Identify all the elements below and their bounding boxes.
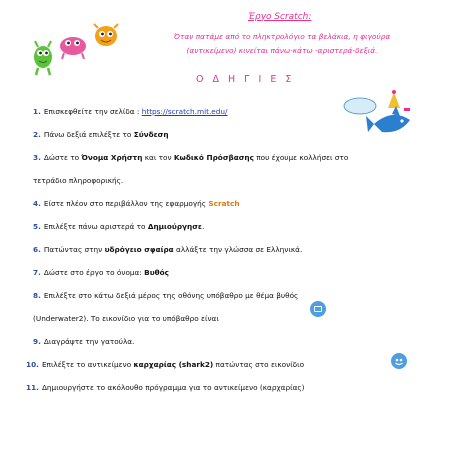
step-text: πατώντας στο εικονίδιο [213,360,305,369]
step-text: Πατώντας στην [43,245,105,254]
step-text: Δημιουργήστε το ακόλουθο πρόγραμμα για το αντικείμενο (καρχαρίας) [41,383,305,392]
step-10 [26,360,304,369]
step-3-continuation [33,176,123,185]
shark-party-illustration [334,90,418,140]
step-number: 4. [33,199,41,208]
step-7 [33,268,169,277]
step-number: 2. [33,130,41,139]
step-keyword: καρχαρίας (shark2) [133,360,214,369]
step-5 [33,222,204,231]
step-11 [26,383,305,392]
step-number: 5. [33,222,41,231]
step-number: 11. [26,383,39,392]
description-line-1: Όταν πατάμε από το πληκτρολόγιο τα βελάκια, η φιγούρα [173,32,391,41]
backdrop-icon [309,300,327,318]
step-text: αλλάξτε την γλώσσα σε Ελληνικά. [173,245,303,254]
step-keyword: Σύνδεση [133,130,169,139]
step-keyword: Όνομα Χρήστη [81,153,143,162]
step-text: Επιλέξτε πάνω αριστερά το [43,222,148,231]
step-text: Επισκεφθείτε την σελίδα : [43,107,142,116]
project-description [132,30,432,58]
step-text: Δώστε στο έργο το όνομα: [43,268,145,277]
step-1 [33,107,227,116]
step-keyword: Βυθός [144,268,169,277]
step-keyword: υδρόγειο σφαίρα [104,245,174,254]
step-number: 10. [26,360,39,369]
scratch-link[interactable]: https://scratch.mit.edu/ [141,107,228,116]
step-8 [33,291,298,300]
step-text: Επιλέξτε στο κάτω δεξιά μέρος της οθόνης υπόβαθρο με θέμα βυθός [43,291,299,300]
step-text: Διαγράψτε την γατούλα. [43,337,135,346]
description-line-2: (αντικείμενο) κινείται πάνω-κάτω -αριστερά-δεξιά. [186,46,378,55]
step-3 [33,153,348,162]
step-keyword: Δημιούργησε [147,222,202,231]
step-text: Επιλέξτε το αντικείμενο [41,360,134,369]
step-8-continuation [33,314,219,323]
step-text: . [201,222,205,231]
instructions-heading: Ο Δ Η Γ Ι Ε Σ [196,74,295,85]
step-4 [33,199,240,208]
step-text: τετράδιο πληροφορικής. [33,176,124,185]
step-number: 7. [33,268,41,277]
sprite-icon [390,352,408,370]
step-6 [33,245,302,254]
step-number: 6. [33,245,41,254]
step-text: Πάνω δεξιά επιλέξτε το [43,130,134,139]
step-9 [33,337,134,346]
step-text: που έχουμε κολλήσει στο [253,153,349,162]
project-title: Έργο Scratch: [248,12,312,22]
step-number: 1. [33,107,41,116]
step-text: Δώστε το [43,153,82,162]
step-number: 3. [33,153,41,162]
step-number: 9. [33,337,41,346]
step-text: Είστε πλέον στο περιβάλλον της εφαρμογής [43,199,209,208]
scratch-monsters-illustration [26,22,126,78]
step-keyword: Scratch [208,199,240,208]
step-text: (Underwater2). Το εικονίδιο για το υπόβαθρο είναι [33,314,219,323]
step-2 [33,130,169,139]
step-number: 8. [33,291,41,300]
step-text: και τον [142,153,174,162]
step-keyword: Κωδικό Πρόσβασης [173,153,254,162]
